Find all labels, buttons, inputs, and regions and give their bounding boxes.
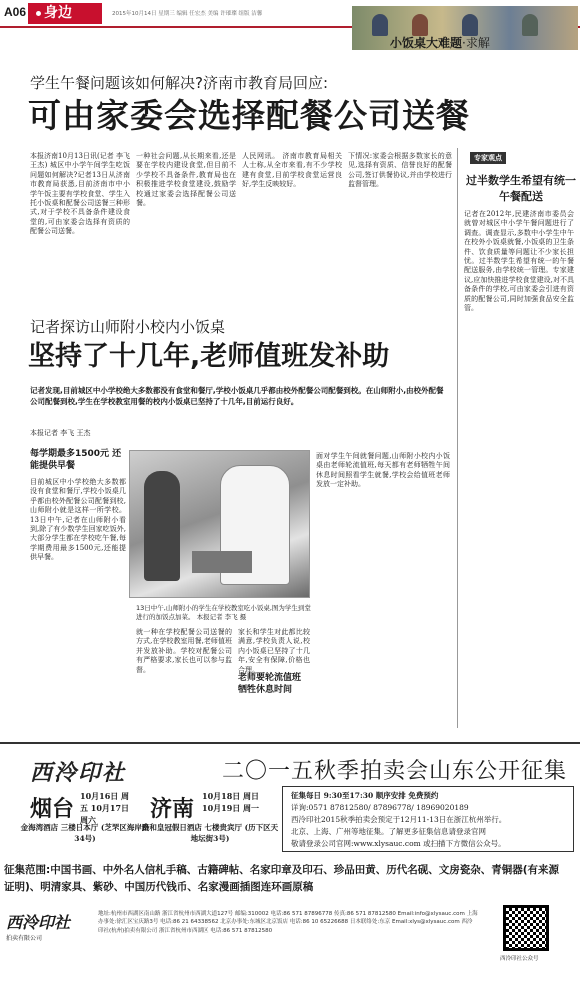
photo-caption: 13日中午,山师附小的学生在学校教室吃小饭桌,图为学生到堂进行的加饭点加菜。 本报记者 李飞 摄	[136, 604, 311, 621]
qr-label: 西泠印社公众号	[500, 956, 539, 962]
jinan-venue: 贵和皇冠假日酒店 七楼贵宾厅 (历下区天地坛街3号)	[141, 823, 279, 843]
story2-subhead-2: 老师要轮流值班 牺牲休息时间	[238, 673, 302, 695]
story1-column-2: 一种社会问题,从长期来看,还是要在学校内建设食堂,但目前不少学校不具备条件,教育局也在积极推进学校食堂建设,鼓励学校通过家委会选择配餐公司送餐。	[136, 152, 236, 208]
story2-column-1: 目前城区中小学校绝大多数都没有食堂和餐厅,学校小饭桌几乎都由校外配餐公司配餐到校,山师附小就是这样一所学校。13日中午,记者在山师附小看到,除了有少数学生回家吃饭外,大部分学生都在学校吃午餐,每学期费用最多1500元,还能提供早餐。	[30, 478, 126, 562]
story2-column-5: 面对学生午间就餐问题,山师附小校内小饭桌由老师轮流值班,每天都有老师牺牲午间休息时间照看学生就餐,学校会给值班老师发放一定补助。	[316, 452, 450, 489]
qr-code-icon	[503, 905, 549, 951]
photo-credit: 本报记者 李飞 摄	[196, 613, 247, 621]
jinan-dates: 10月18日 周日 10月19日 周一	[202, 791, 260, 813]
section-badge	[28, 3, 102, 24]
series-title: 小饭桌大难题·求解	[390, 36, 490, 50]
photo-figure	[412, 14, 428, 36]
story2-byline: 本报记者 李飞 王杰	[30, 429, 91, 437]
student-lunch-photo	[129, 450, 310, 598]
ad-info-box	[282, 786, 574, 852]
ad-notice-2: 北京、上海、广州等地征集。了解更多征集信息请登录官网	[291, 827, 486, 836]
story1-column-3: 人民网讯。 济南市教育局相关人士称,从全市来看,有不少学校建有食堂,目前学校食堂运营良好,学生反映较好。	[242, 152, 342, 189]
story1-headline: 可由家委会选择配餐公司送餐	[28, 96, 470, 135]
sidebar-label: 专家观点	[470, 152, 506, 164]
city-yantai: 烟台	[30, 796, 75, 822]
column-divider	[457, 148, 458, 728]
photo-figure	[372, 14, 388, 36]
contact-addresses: 地址:杭州市西湖区南山路 浙江省杭州市西湖大道127号 邮编:310002 电话:86 571 87896778 传真:86 571 87812580 Email:info@xlysauc.com 上海办事处:徐汇区宝庆路3号 电话:86 21 64338562 北京办事处:东城区北京饭店 电话:86 10 65226688 日本联络处:东京 Email:xlys@xlysauc.com 西泠印社(杭州)拍卖有限公司 浙江省杭州市西湖区 电话:86 571 87812580	[98, 911, 478, 934]
ad-phone: 详询:0571 87812580/ 87896778/ 18969020189	[291, 803, 469, 812]
ad-notice: 西泠印社2015秋季拍卖会预定于12月11-13日在浙江杭州举行。	[291, 815, 507, 824]
yantai-venue: 金海湾酒店 三楼日本厅 (芝罘区海岸路34号)	[20, 823, 150, 843]
yantai-dates: 10月16日 周五 10月17日 周六	[80, 791, 130, 825]
ad-website: 敬请登录公司官网:www.xlysauc.com 或扫描下方微信公众号。	[291, 839, 506, 848]
story2-lead: 记者发现,目前城区中小学校绝大多数都没有食堂和餐厅,学校小饭桌几乎都由校外配餐公司配餐到校。在山师附小,由校外配餐公司配餐到校,学生在学校教室用餐的校内小饭桌已坚持了十几年,目前运行良好。	[30, 386, 444, 406]
sidebar-title: 过半数学生希望有统一午餐配送	[466, 174, 576, 203]
collection-scope: 征集范围:中国书画、中外名人信札手稿、古籍碑帖、名家印章及印石、珍品田黄、历代名砚、文房瓷杂、青铜器(有来源证明)、明清家具、紫砂、中国历代钱币、名家漫画插图连环画原稿	[4, 864, 559, 893]
page-number: A06	[4, 5, 27, 19]
bottom-logo: 西泠印社 拍卖有限公司	[6, 913, 71, 942]
photo-figure	[144, 471, 180, 581]
city-jinan: 济南	[150, 796, 195, 822]
photo-figure	[462, 14, 478, 36]
photo-figure	[192, 551, 252, 573]
story2-column-4: 家长和学生对此都比较满意,学校负责人说,校内小饭桌已坚持了十几年,安全有保障,价格也合理。	[238, 628, 310, 674]
ad-schedule: 征集每日 9:30至17:30 顺序安排 免费预约	[291, 791, 439, 800]
story2-kicker: 记者探访山师附小校内小饭桌	[30, 318, 226, 336]
xiling-logo: 西泠印社	[30, 760, 127, 786]
story2-subhead-1: 每学期最多1500元 还能提供早餐	[30, 449, 122, 471]
story1-column-1: 本报济南10月13日讯(记者 李飞 王杰) 城区中小学午间学生吃饭问题如何解决?记者13日从济南市教育局获悉,目前济南市中小学午饭主要有学校食堂、学生入托小饭桌和配餐公司送餐三种形式,对于学校不具备条件建设食堂的,可由家委会选择有资质的配餐公司送餐。	[30, 152, 130, 236]
story2-headline: 坚持了十几年,老师值班发补助	[28, 341, 390, 372]
edition-meta: 2015年10月14日 星期三 编辑 任宏杰 美编 许璀璨 组版 洁馨	[112, 11, 263, 17]
story1-kicker: 学生午餐问题该如何解决?济南市教育局回应:	[30, 74, 329, 92]
story2-column-3: 就一种在学校配餐公司送餐的方式,在学校教室用餐,老师值班并发放补助。学校对配餐公司有严格要求,家长也可以参与监督。	[136, 628, 232, 674]
ad-title: 二〇一五秋季拍卖会山东公开征集	[222, 759, 568, 784]
photo-figure	[522, 14, 538, 36]
story1-column-4: 下情况:家委会根据多数家长的意见,选择有资质、信誉良好的配餐公司,签订供餐协议,并由学校进行监督管理。	[348, 152, 452, 189]
dot-icon	[36, 11, 41, 16]
section-name: 身边	[44, 5, 72, 21]
sidebar-body: 记者在2012年,民建济南市委员会就曾对城区中小学午餐问题进行了调查。调查显示,多数中小学生中午在校外小饭桌就餐,小饭桌的卫生条件、饮食质量等问题让不少家长担忧。过半数学生希望有统一的午餐配送服务,由学校统一管理。专家建议,应加快推进学校食堂建设,对不具备条件的学校,可由家委会引进有资质的配餐公司,同时加强食品安全监管。	[464, 210, 574, 313]
